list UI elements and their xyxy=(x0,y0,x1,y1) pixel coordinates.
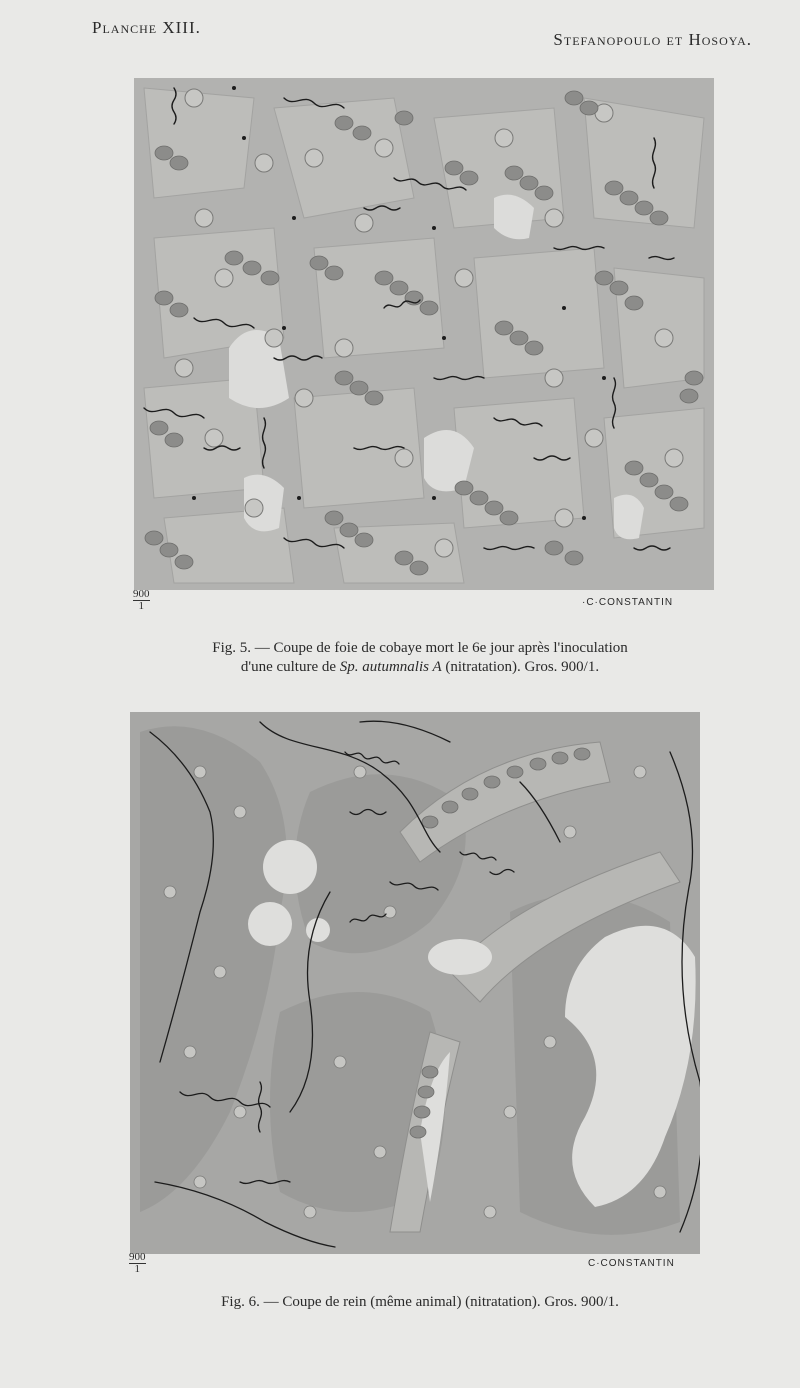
figure-6-scale-denominator: 1 xyxy=(134,1263,140,1275)
figure-6-artist-signature: C·CONSTANTIN xyxy=(588,1258,675,1269)
caption-text: d'une culture de xyxy=(240,659,340,675)
figure-5-scale-numerator: 900 xyxy=(133,588,150,600)
caption-text: (nitratation). Gros. 900/1. xyxy=(441,659,600,675)
figure-5-scale-denominator: 1 xyxy=(138,600,144,612)
plate-label: Planche XIII. xyxy=(92,18,201,37)
figure-5-liver-illustration xyxy=(134,78,714,590)
figure-5-artist-signature: ·C·CONSTANTIN xyxy=(582,597,674,608)
figure-6-scale xyxy=(129,1252,146,1274)
species-name: Sp. autumnalis A xyxy=(339,659,442,675)
figure-6-kidney-illustration xyxy=(130,712,700,1254)
authors-header: Stefanopoulo et Hosoya. xyxy=(553,30,752,49)
figure-5-caption-line-2 xyxy=(100,658,740,677)
figure-6-scale-numerator: 900 xyxy=(129,1251,146,1263)
figure-6-caption: Fig. 6. — Coupe de rein (même animal) (nitratation). Gros. 900/1. xyxy=(221,1294,619,1310)
figure-5-scale xyxy=(133,589,150,611)
figure-5-caption xyxy=(100,639,740,677)
figure-5-caption-line-1: Fig. 5. — Coupe de foie de cobaye mort le 6e jour après l'inoculation xyxy=(212,640,628,656)
